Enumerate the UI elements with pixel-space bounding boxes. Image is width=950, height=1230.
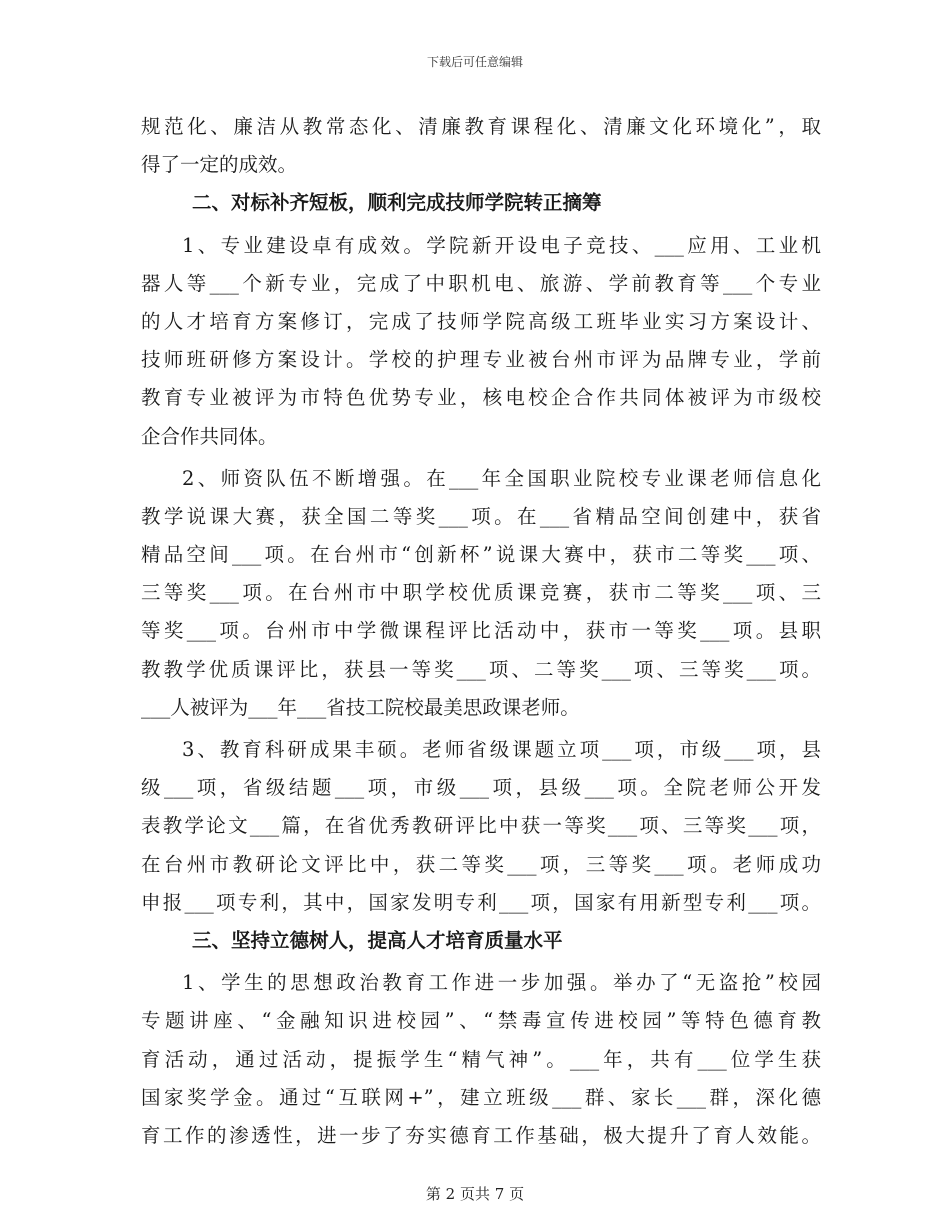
body-line: 专题讲座、“金融知识进校园”、“禁毒宣传进校园”等特色德育教 [141, 1009, 821, 1033]
section-heading: 三、坚持立德树人，提高人才培育质量水平 [192, 928, 563, 952]
body-line: 得了一定的成效。 [141, 153, 298, 177]
body-line: 育工作的渗透性，进一步了夯实德育工作基础，极大提升了育人效能。 [141, 1123, 821, 1147]
body-line: 在台州市教研论文评比中，获二等奖___项，三等奖___项。老师成功 [141, 852, 821, 876]
body-line: 3、教育科研成果丰硕。老师省级课题立项___项，市级___项，县 [182, 738, 821, 761]
body-line: 表教学论文___篇，在省优秀教研评比中获一等奖___项、三等奖___项， [141, 814, 821, 838]
body-line: 规范化、廉洁从教常态化、清廉教育课程化、清廉文化环境化”，取 [141, 115, 821, 138]
body-line: ___人被评为___年___省技工院校最美思政课老师。 [141, 695, 580, 719]
body-line: 教育专业被评为市特色优势专业，核电校企合作共同体被评为市级校 [141, 386, 821, 410]
body-line: 育活动，通过活动，提振学生“精气神”。___年，共有___位学生获 [141, 1047, 821, 1071]
body-line: 教学说课大赛，获全国二等奖___项。在___省精品空间创建中，获省 [141, 504, 821, 528]
body-line: 器人等___个新专业，完成了中职机电、旅游、学前教育等___个专业 [141, 271, 821, 295]
body-line: 1、专业建设卓有成效。学院新开设电子竞技、___应用、工业机 [182, 233, 821, 257]
body-line: 国家奖学金。通过“互联网+”，建立班级___群、家长___群，深化德 [141, 1085, 821, 1109]
body-line: 三等奖___项。在台州市中职学校优质课竞赛，获市二等奖___项、三 [141, 581, 821, 605]
body-line: 教教学优质课评比，获县一等奖___项、二等奖___项、三等奖___项。 [141, 657, 821, 681]
body-line: 2、师资队伍不断增强。在___年全国职业院校专业课老师信息化 [182, 466, 821, 490]
page-header: 下载后可任意编辑 [426, 55, 523, 69]
body-line: 级___项，省级结题___项，市级___项，县级___项。全院老师公开发 [141, 776, 821, 800]
body-line: 申报___项专利，其中，国家发明专利___项，国家有用新型专利___项。 [141, 890, 821, 914]
body-line: 1、学生的思想政治教育工作进一步加强。举办了“无盗抢”校园 [182, 971, 821, 995]
document-body [141, 108, 821, 1155]
body-line: 的人才培育方案修订，完成了技师学院高级工班毕业实习方案设计、 [141, 309, 821, 333]
section-heading: 二、对标补齐短板，顺利完成技师学院转正摘筹 [192, 191, 602, 215]
body-line: 精品空间___项。在台州市“创新杯”说课大赛中，获市二等奖___项、 [141, 543, 821, 567]
page-footer: 第 2 页共 7 页 [425, 1185, 525, 1203]
body-line: 企合作共同体。 [141, 424, 278, 448]
body-line: 等奖___项。台州市中学微课程评比活动中，获市一等奖___项。县职 [141, 619, 821, 643]
body-line: 技师班研修方案设计。学校的护理专业被台州市评为品牌专业，学前 [141, 348, 821, 372]
